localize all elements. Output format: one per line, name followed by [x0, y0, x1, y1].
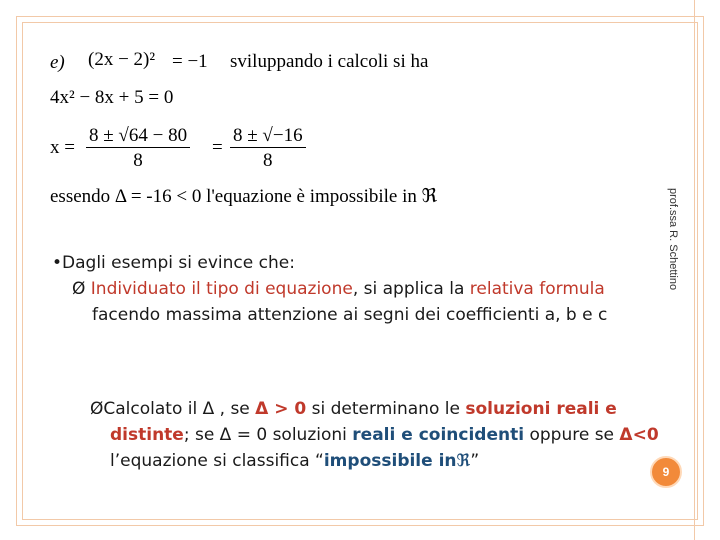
bullet-1-point: Ø Individuato il tipo di equazione, si applica la relativa formula facendo massima attenzione ai segni dei coefficienti a, b e c: [72, 279, 608, 325]
equation-label: e): [50, 52, 65, 73]
delta-negative-condition: Δ<0: [619, 425, 659, 445]
arrow-bullet-icon: Ø: [72, 279, 86, 299]
equation-3-fraction-1: [86, 126, 190, 170]
equation-3-equals: =: [212, 137, 223, 158]
bullet-1-highlight-type: Individuato il tipo di equazione: [90, 279, 353, 299]
equation-3-numerator-1: 8 ± √64 − 80: [89, 125, 188, 146]
equation-1-rhs: = −1: [172, 51, 208, 72]
equation-3-fraction-2: [230, 126, 306, 170]
equation-3-x: x =: [50, 137, 75, 158]
equation-3-numerator-2: 8 ± √−16: [233, 125, 303, 146]
page-number-badge: 9: [650, 456, 682, 488]
equation-1-lhs: (2x − 2)²: [88, 49, 156, 70]
bullet-2: ØCalcolato il Δ , se Δ > 0 si determinano le soluzioni reali e distinte; se Δ = 0 soluzioni reali e coincidenti oppure se Δ<0 l’equazione si classifica “impossibile inℜ”: [90, 399, 659, 471]
highlight-impossible: impossibile inℜ: [323, 451, 471, 471]
highlight-real-distinct: soluzioni reali e distinte: [110, 399, 617, 445]
bullet-1: [52, 250, 642, 328]
highlight-real-coincident: reali e coincidenti: [352, 425, 525, 445]
bullet-1-highlight-formula: relativa formula: [469, 279, 605, 299]
equation-3-denominator-2: 8: [263, 150, 273, 171]
equation-3-denominator-1: 8: [133, 150, 143, 171]
equation-1-text: sviluppando i calcoli si ha: [230, 51, 429, 72]
bullet-1-intro: •Dagli esempi si evince che:: [52, 253, 295, 273]
delta-positive-condition: Δ > 0: [255, 399, 307, 419]
equation-4: essendo Δ = -16 < 0 l'equazione è impossibile in ℜ: [50, 186, 438, 207]
right-divider-line: [694, 0, 695, 540]
arrow-bullet-icon: Ø: [90, 399, 104, 419]
equation-2: 4x² − 8x + 5 = 0: [50, 87, 174, 108]
author-credit: prof.ssa R. Schettino: [667, 188, 679, 291]
